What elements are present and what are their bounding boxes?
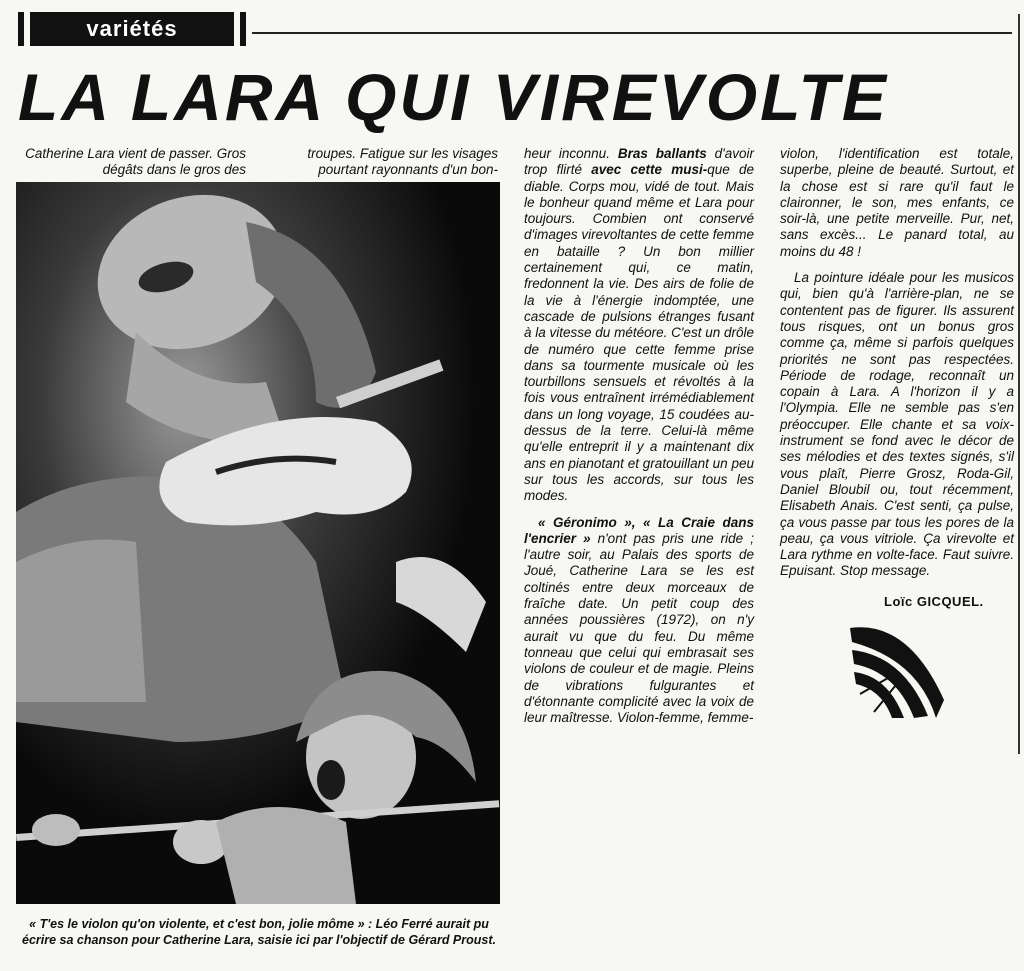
column-4-paragraph-1: violon, l'identification est totale, superbe, pleine de beauté. Surtout, et la chose est si rare qu'il faut le claironner, le son, mes enfants, ce soir-là, une petite merveille. Pur, net, sans excès... Le panard total, au moins du 48 ! <box>780 146 1014 259</box>
column-2-text: troupes. Fatigue sur les visages pourtant rayonnants d'un bon- <box>307 146 498 178</box>
column-3-paragraph-2 <box>524 515 754 727</box>
author-signature: Loïc GICQUEL. <box>884 594 984 609</box>
page-edge-rule <box>1018 14 1020 754</box>
text-run: que de diable. Corps mou, vidé de tout. Mais le bonheur quand même et Lara pour toujours. Combien ont conservé d'images virevoltantes de cette femme en bataille ? Un bon millier certainement qui, ce matin, fredonnent la vie. Des airs de folie de la vie à l'énergie indomptée, une cascade de pulsions étranges fusant à la vitesse du météore. C'est un drôle de numéro que cette femme prise dans sa tourmente musicale où les tourbillons sensuels et révoltés à la fois vous entraînent irrémédiablement dans un long voyage, 15 coudées au-dessus de la terre. Celui-là même qu'elle entreprit il y a maintenant dix ans en pianotant et gratouillant un peu sur tous les accords, sur tous les modes. <box>524 162 754 504</box>
end-mark-logo <box>848 620 948 722</box>
photo-caption: « T'es le violon qu'on violente, et c'est bon, jolie môme » : Léo Ferré aurait pu écrire sa chanson pour Catherine Lara, saisie ici par l'objectif de Gérard Proust. <box>22 917 496 947</box>
column-1-text: Catherine Lara vient de passer. Gros dégâts dans le gros des <box>25 146 246 178</box>
rubric-banner <box>18 12 246 46</box>
rubric-right-bar <box>240 12 246 46</box>
column-3-paragraph-1 <box>524 146 754 505</box>
concert-photo <box>16 182 500 904</box>
headline: LA LARA QUI VIREVOLTE <box>18 60 889 134</box>
article-column-1 <box>18 146 246 179</box>
rubric-label: variétés <box>30 12 234 46</box>
bold-run: avec cette musi- <box>591 162 708 178</box>
song-titles: « Géronimo », « La Craie dans l'encrier » <box>524 514 754 546</box>
article-column-2 <box>262 146 498 179</box>
article-column-3 <box>524 146 754 726</box>
header-rule <box>252 32 1012 34</box>
column-4-paragraph-2: La pointure idéale pour les musicos qui, bien qu'à l'arrière-plan, ne se contentent pas de figurer. Ils assurent tous risques, ont un bonus gros comme ça, même si parfois quelques priorités ne sont pas respectées. Période de rodage, reconnaît un copain à Lara. A l'horizon il y a l'Olympia. Elle ne semble pas s'en préoccuper. Elle chante et sa voix-instrument se fond avec le décor de ses mélodies et des textes signés, s'il vous plaît, Pierre Grosz, Roda-Gil, Daniel Bloubil ou, tout récemment, Elisabeth Anais. C'est senti, ça pulse, ça vous passe par tous les pores de la peau, ça vous vitriole. Ça virevolte et Lara rythme en volte-face. Faut suivre. Epuisant. Stop message. <box>780 270 1014 579</box>
text-run: d'avoir trop flirté <box>524 146 754 178</box>
bold-run: Bras ballants <box>617 146 707 161</box>
rubric-left-bar <box>18 12 24 46</box>
text-run: heur inconnu. <box>524 146 618 161</box>
article-column-4 <box>780 146 1014 580</box>
photo-illustration <box>16 182 500 904</box>
text-run: n'ont pas pris une ride ; l'autre soir, au Palais des sports de Joué, Catherine Lara se les est coltinés entre deux morceaux de fraîche date. Un petit coup des années poussières (1972), on n'y aurait vu que du feu. Du même tonneau que celui qui embrasait ses violons de couleur et de magie. Pleins de vibrations fulgurantes et d'étonnante complicité avec la voix de leur maîtresse. Violon-femme, femme- <box>524 530 754 726</box>
